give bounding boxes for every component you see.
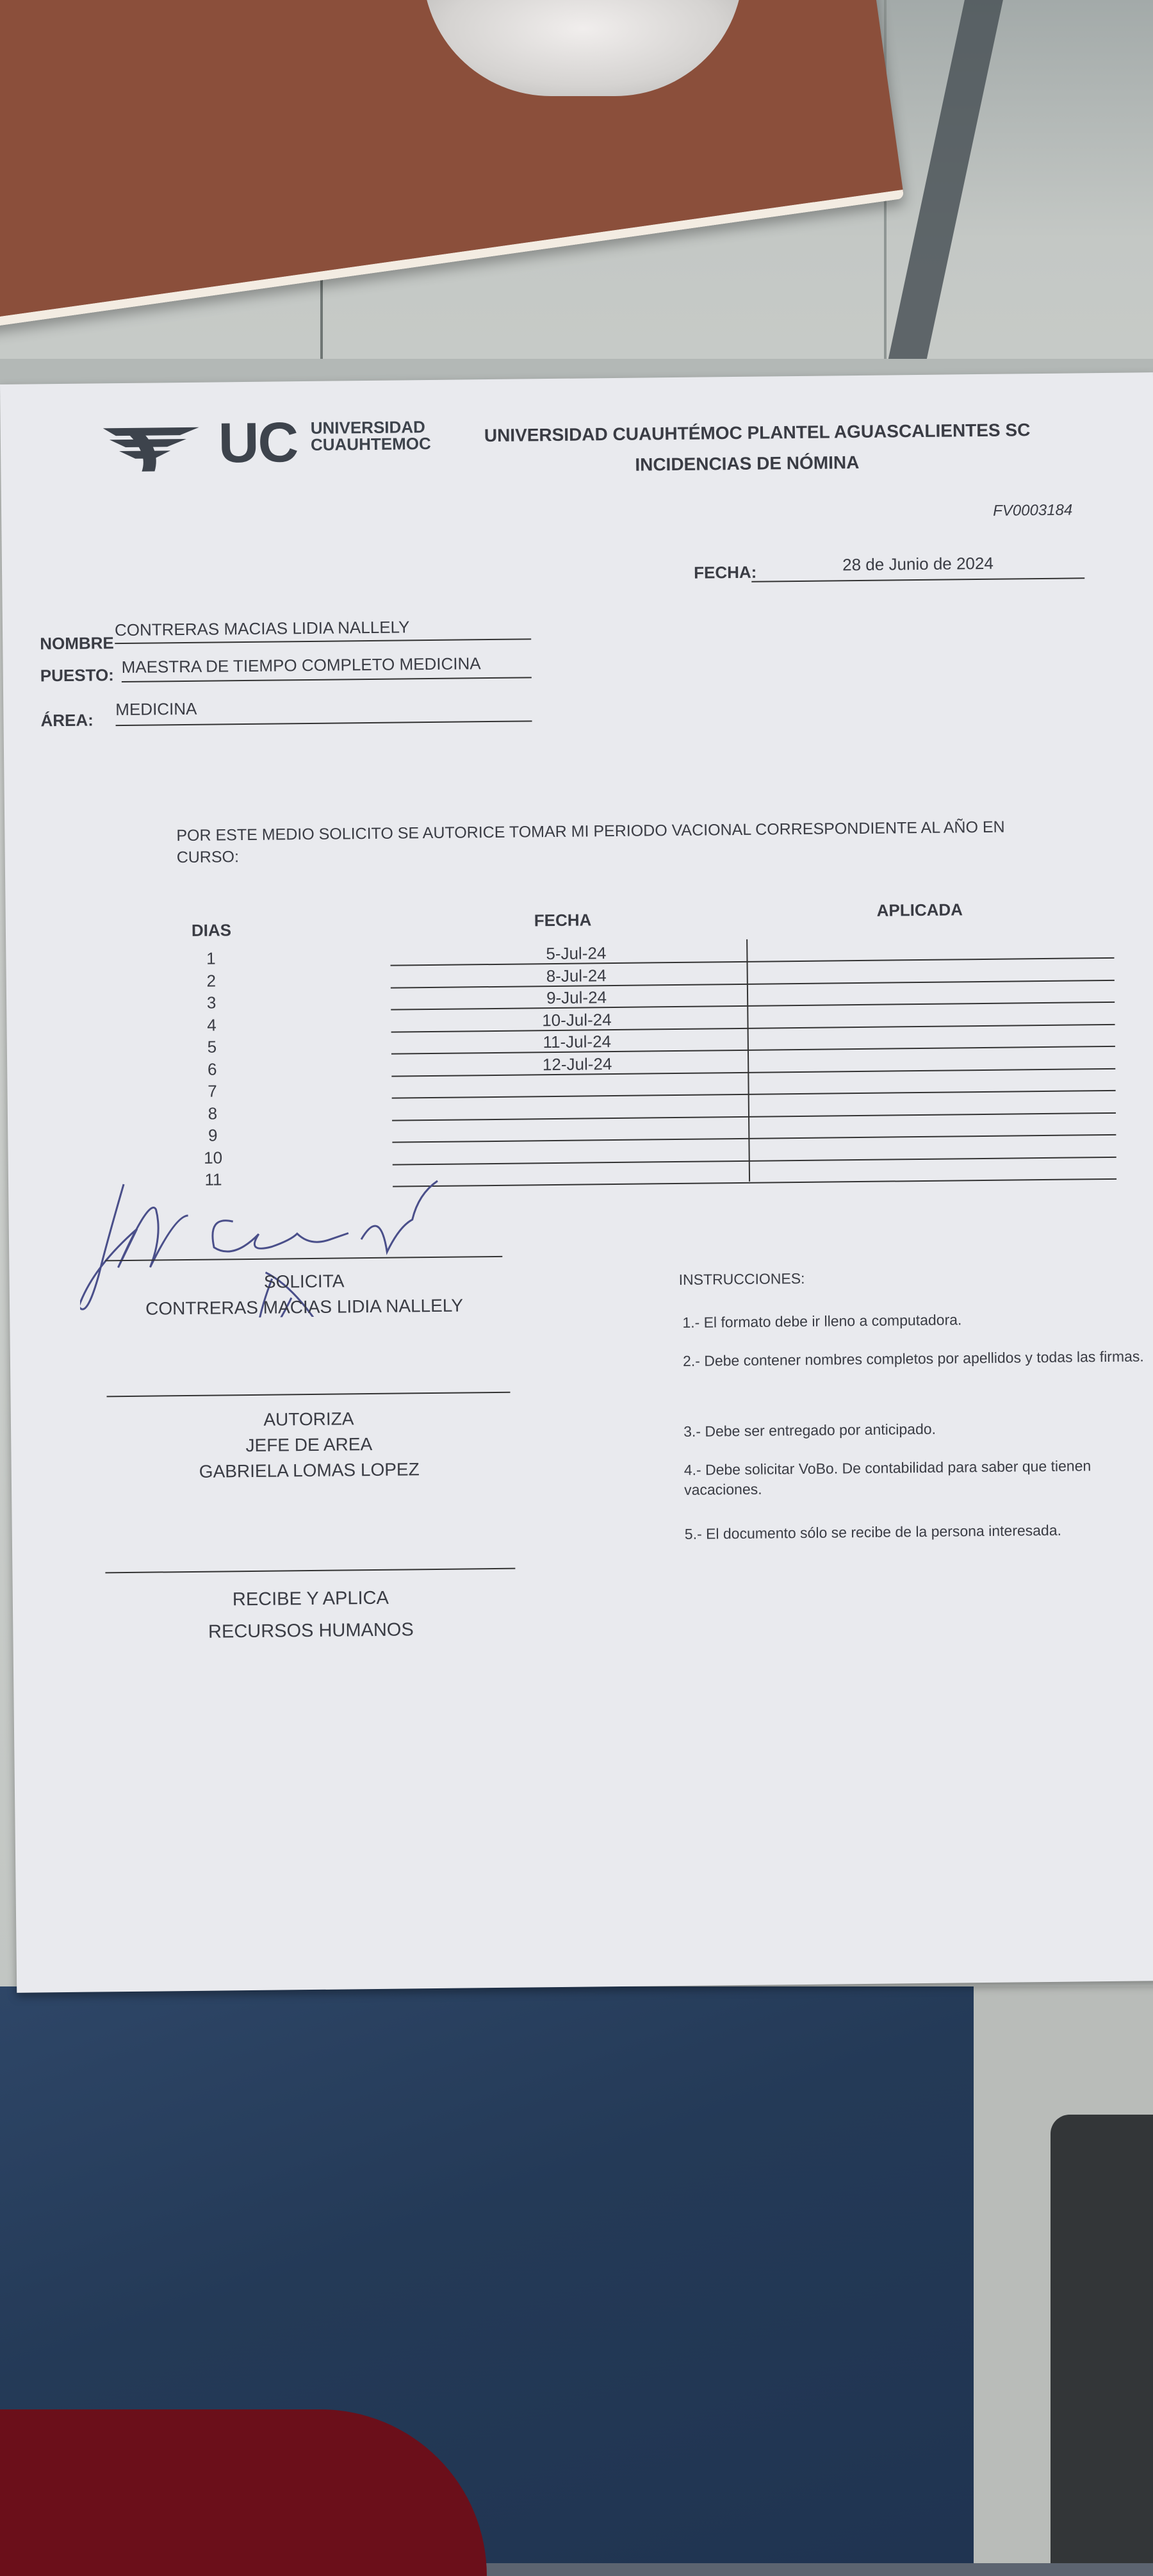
table-row-line (392, 1134, 1116, 1143)
logo-cuauhtemoc: CUAUHTEMOC (310, 433, 431, 454)
table-row-line (391, 979, 1115, 988)
chair-leg (1051, 2115, 1153, 2563)
uc-wing-logo-icon (103, 421, 200, 474)
solicita-label: SOLICITA (263, 1271, 345, 1292)
puesto-value: MAESTRA DE TIEMPO COMPLETO MEDICINA (121, 653, 531, 682)
jefe-label: JEFE DE AREA (245, 1434, 373, 1456)
signature-line (107, 1392, 511, 1398)
table-row-line (391, 957, 1115, 966)
instruction-item: 4.- Debe solicitar VoBo. De contabilidad para saber que tienen vacaciones. (683, 1457, 1092, 1498)
col-dias-header: DIAS (191, 920, 232, 940)
table-row-line (393, 1156, 1116, 1165)
solicita-name: CONTRERAS MACIAS LIDIA NALLELY (145, 1295, 464, 1319)
logo-universidad: UNIVERSIDAD (310, 417, 426, 438)
day-number: 11 (204, 1169, 222, 1189)
rh-label: RECURSOS HUMANOS (208, 1619, 414, 1642)
table-row-line (392, 1090, 1116, 1099)
form-title: INCIDENCIAS DE NÓMINA (635, 452, 860, 475)
instruction-item: 2.- Debe contener nombres completos por apellidos y todas las firmas. (682, 1348, 1144, 1369)
day-number: 10 (204, 1147, 223, 1168)
table-row-line (391, 1023, 1115, 1032)
instruction-item: 1.- El formato debe ir lleno a computadora. (682, 1311, 962, 1331)
vacation-date: 8-Jul-24 (546, 965, 607, 986)
area-value: MEDICINA (115, 695, 532, 726)
signature-line (105, 1568, 515, 1574)
puesto-label: PUESTO: (40, 665, 115, 686)
vacation-date: 11-Jul-24 (543, 1032, 612, 1052)
vacation-date: 5-Jul-24 (546, 943, 607, 964)
logo-uc: UC (218, 410, 298, 475)
request-text: POR ESTE MEDIO SOLICITO SE AUTORICE TOMAR MI PERIODO VACIONAL CORRESPONDIENTE AL AÑO EN CURSO: (176, 818, 1005, 867)
school-name: UNIVERSIDAD CUAUHTÉMOC PLANTEL AGUASCALIENTES SC (484, 420, 1031, 446)
autoriza-label: AUTORIZA (263, 1408, 354, 1430)
day-number: 2 (206, 971, 217, 991)
fecha-value: 28 de Junio de 2024 (751, 552, 1084, 582)
day-number: 3 (206, 993, 217, 1012)
table-row-line (391, 1068, 1115, 1077)
day-number: 4 (207, 1015, 217, 1035)
folio-number: FV0003184 (993, 501, 1073, 520)
day-number: 6 (207, 1059, 217, 1079)
day-number: 7 (208, 1081, 217, 1101)
day-number: 8 (208, 1103, 218, 1123)
table-divider (746, 939, 750, 1182)
fecha-label: FECHA: (693, 562, 757, 582)
jefe-name: GABRIELA LOMAS LOPEZ (199, 1459, 420, 1482)
payroll-form-sheet (0, 372, 1153, 1993)
recibe-block (106, 1581, 516, 1649)
col-aplicada-header: APLICADA (876, 900, 963, 920)
day-number: 9 (208, 1125, 218, 1145)
nombre-label: NOMBRE (40, 633, 114, 654)
instructions-title: INSTRUCCIONES: (678, 1269, 805, 1288)
vacation-date: 12-Jul-24 (542, 1053, 612, 1074)
recibe-label: RECIBE Y APLICA (232, 1587, 389, 1610)
logo-university-name (311, 418, 431, 453)
col-fecha-header: FECHA (534, 910, 592, 930)
solicita-block (105, 1267, 503, 1322)
instruction-item: 5.- El documento sólo se recibe de la persona interesada. (684, 1521, 1062, 1542)
day-number: 1 (206, 948, 216, 968)
vacation-date: 9-Jul-24 (546, 987, 607, 1008)
vacation-date: 10-Jul-24 (542, 1009, 612, 1030)
table-row-line (392, 1112, 1116, 1121)
instruction-item: 3.- Debe ser entregado por anticipado. (683, 1420, 936, 1440)
table-row-line (391, 1046, 1115, 1055)
day-number: 5 (207, 1037, 217, 1057)
table-row-line (391, 1002, 1115, 1011)
nombre-value: CONTRERAS MACIAS LIDIA NALLELY (115, 616, 531, 644)
autoriza-block (107, 1405, 511, 1486)
area-label: ÁREA: (40, 710, 94, 731)
